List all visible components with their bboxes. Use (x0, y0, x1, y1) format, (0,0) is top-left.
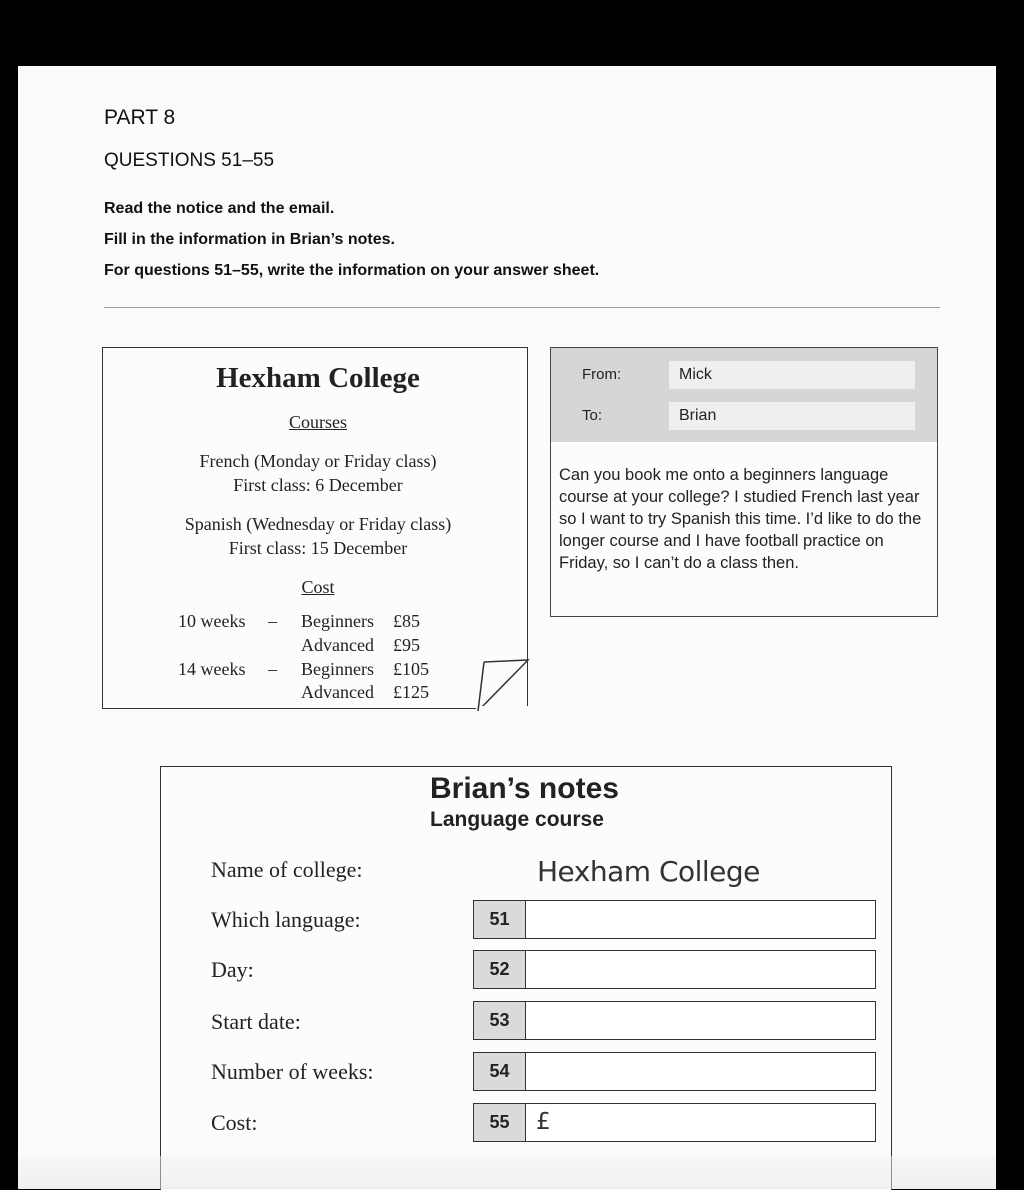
course-french: French (Monday or Friday class) (199, 451, 437, 471)
college-label: Name of college: (211, 857, 363, 882)
language-label: Which language: (211, 907, 361, 932)
cost-price: £105 (393, 659, 429, 679)
cost-dash: – (268, 659, 277, 679)
course-spanish-start: First class: 15 December (228, 538, 408, 558)
answer-55-field[interactable] (473, 1103, 876, 1142)
question-number: 54 (474, 1053, 526, 1090)
answer-52-field[interactable] (473, 950, 876, 989)
answer-54-field[interactable] (473, 1052, 876, 1091)
answer-53-field[interactable] (473, 1001, 876, 1040)
cost-price: £95 (393, 635, 420, 655)
part-heading: PART 8 (104, 106, 176, 129)
questions-heading: QUESTIONS 51–55 (104, 150, 275, 171)
cost-level: Advanced (301, 635, 374, 655)
answer-51-field[interactable] (473, 900, 876, 939)
college-notice (102, 347, 528, 709)
cost-dash: – (268, 611, 277, 631)
exam-page (18, 66, 996, 1189)
course-spanish: Spanish (Wednesday or Friday class) (184, 514, 452, 534)
notes-subtitle: Language course (430, 808, 604, 831)
cost-label: Cost: (211, 1110, 258, 1135)
courses-heading: Courses (289, 412, 347, 432)
email-body: Can you book me onto a beginners language course at your college? I studied French last year so I want to try Spanish this time. I’d like to do the longer course and I have football practice on Friday, so I can’t do a class then. (559, 466, 922, 572)
from-field: Mick (669, 361, 915, 389)
cost-level: Beginners (301, 659, 374, 679)
start-date-label: Start date: (211, 1009, 301, 1034)
cost-price: £85 (393, 611, 420, 631)
question-number: 52 (474, 951, 526, 988)
question-number: 55 (474, 1104, 526, 1141)
pound-sign: £ (536, 1109, 551, 1135)
divider (104, 307, 940, 308)
course-french-start: First class: 6 December (233, 475, 403, 495)
notice-title: Hexham College (216, 362, 420, 394)
cost-level: Beginners (301, 611, 374, 631)
from-label: From: (582, 366, 622, 383)
email-header (551, 348, 937, 442)
brians-notes (160, 766, 892, 1190)
question-number: 51 (474, 901, 526, 938)
to-label: To: (582, 407, 603, 424)
question-number: 53 (474, 1002, 526, 1039)
day-label: Day: (211, 957, 254, 982)
instruction-2: Fill in the information in Brian’s notes. (104, 231, 395, 248)
cost-duration: 14 weeks (178, 659, 246, 679)
weeks-label: Number of weeks: (211, 1059, 374, 1084)
cost-heading: Cost (301, 577, 335, 597)
instruction-3: For questions 51–55, write the information on your answer sheet. (104, 262, 600, 279)
email-message (550, 347, 938, 617)
cost-price: £125 (393, 682, 429, 702)
cost-level: Advanced (301, 682, 374, 702)
notes-title: Brian’s notes (430, 772, 619, 805)
to-field: Brian (669, 402, 915, 430)
instruction-1: Read the notice and the email. (104, 200, 335, 217)
cost-duration: 10 weeks (178, 611, 246, 631)
college-value: Hexham College (537, 855, 760, 888)
